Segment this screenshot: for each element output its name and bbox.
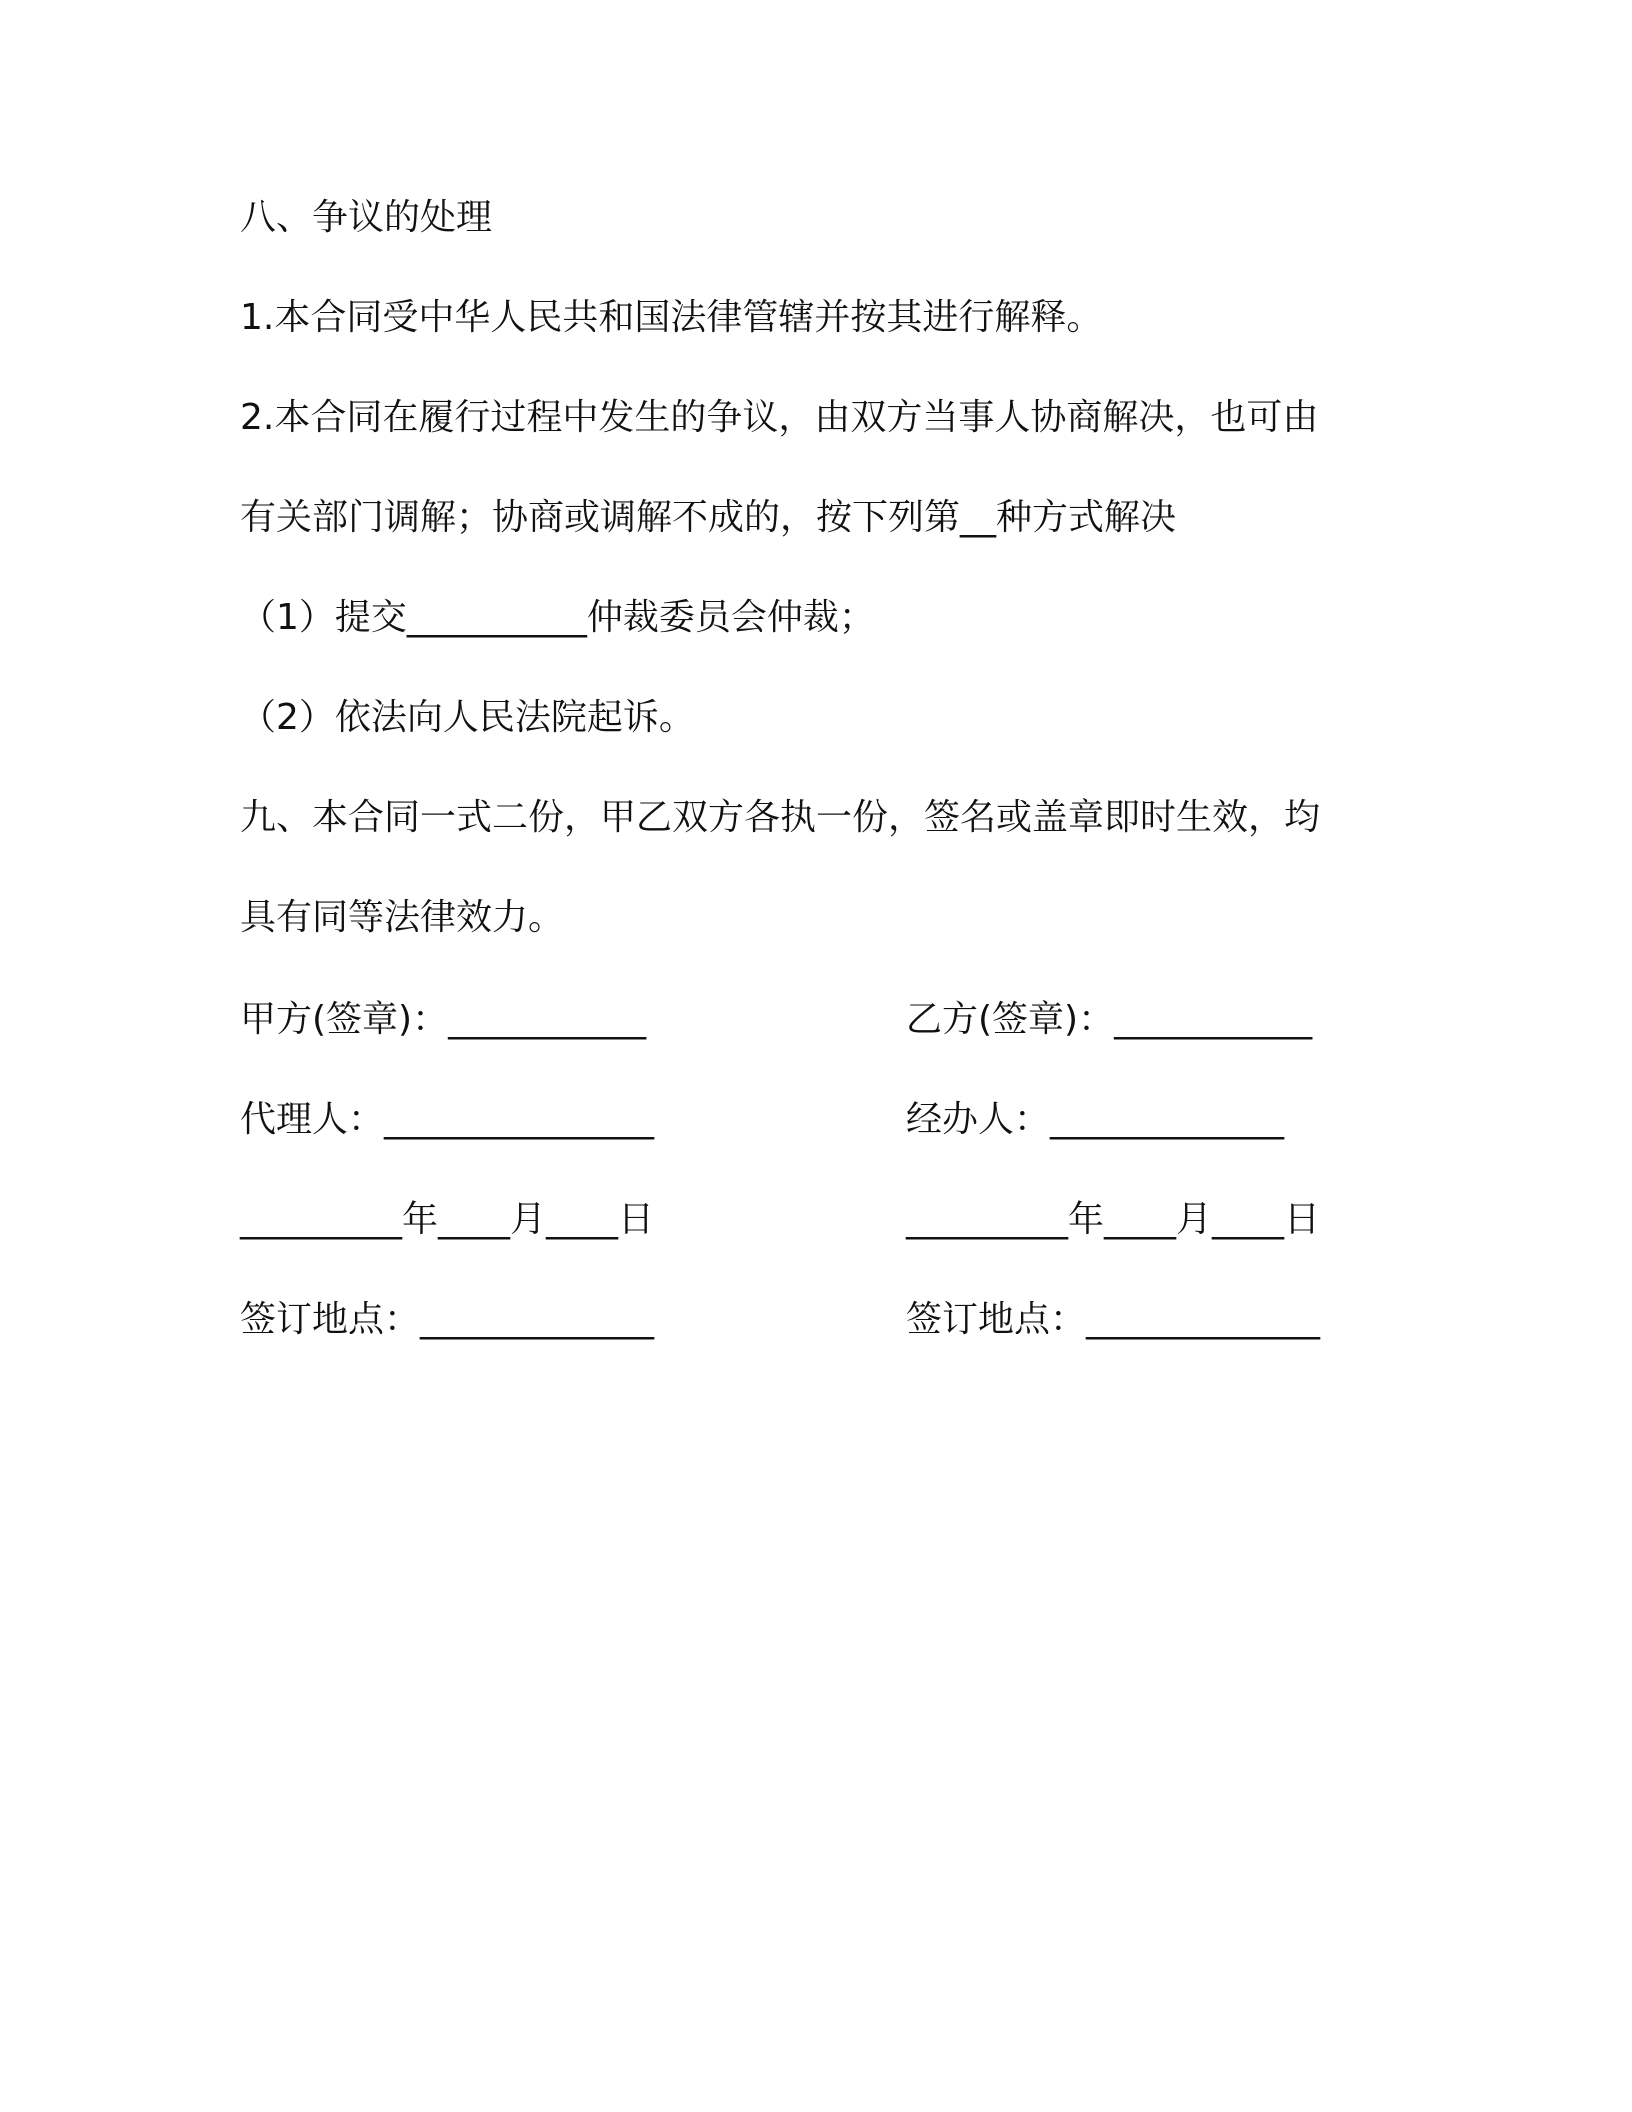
handler-field: 经办人：_____________ [906,1099,1285,1140]
signing-place-field-a: 签订地点：_____________ [240,1299,655,1340]
signature-row-place [240,1294,1390,1354]
date-field-a: _________年____月____日 [240,1199,654,1240]
signature-row-agent [240,1094,1390,1154]
option-1-arbitration: （1）提交__________仲裁委员会仲裁； [240,597,875,638]
date-field-b: _________年____月____日 [906,1199,1320,1240]
section-9-line-2: 具有同等法律效力。 [240,897,565,938]
agent-field: 代理人：_______________ [240,1099,655,1140]
section-9-line-1: 九、本合同一式二份，甲乙双方各执一份，签名或盖章即时生效，均 [240,797,1321,838]
clause-1: 1.本合同受中华人民共和国法律管辖并按其进行解释。 [240,297,1103,338]
signing-place-field-b: 签订地点：_____________ [906,1299,1321,1340]
party-a-seal-field: 甲方(签章)：___________ [240,999,647,1040]
clause-2-line-2: 有关部门调解；协商或调解不成的，按下列第__种方式解决 [240,497,1177,538]
party-b-seal-field: 乙方(签章)：___________ [906,999,1313,1040]
section-8-heading: 八、争议的处理 [240,197,493,238]
clause-2-line-1: 2.本合同在履行过程中发生的争议，由双方当事人协商解决，也可由 [240,397,1319,438]
signature-row-seal [240,994,1390,1054]
option-2-litigation: （2）依法向人民法院起诉。 [240,697,695,738]
signature-row-date [240,1194,1390,1254]
